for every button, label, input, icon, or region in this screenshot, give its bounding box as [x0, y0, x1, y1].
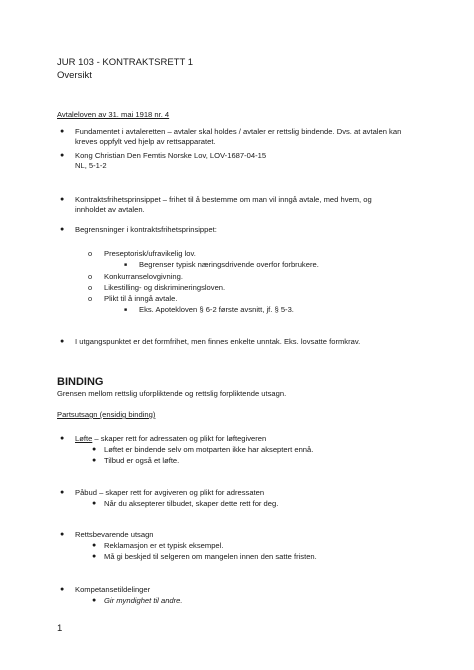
list-item-text: Kompetansetildelinger: [75, 585, 151, 594]
list-item-text: Kontraktsfrihetsprinsippet – frihet til å bestemme om man vil inngå avtale, med hvem, og: [75, 195, 372, 204]
term-loefte: Løfte: [75, 434, 93, 443]
bullet-icon: ●: [60, 226, 65, 233]
square-bullet-icon: ■: [124, 307, 128, 313]
bullet-icon: ●: [60, 435, 65, 442]
sub-item-text: Preseptorisk/ufravikelig lov.: [104, 249, 196, 258]
circle-bullet-icon: o: [88, 249, 93, 258]
bullet-icon: ●: [60, 196, 65, 203]
sub-item-text: Løftet er bindende selv om motparten ikke har akseptert ennå.: [104, 445, 314, 454]
bullet-icon: ●: [92, 542, 97, 549]
sub-item-text: Når du aksepterer tilbudet, skaper dette rett for deg.: [104, 499, 279, 508]
sub-sub-item-text: Begrenser typisk næringsdrivende overfor forbrukere.: [139, 260, 319, 269]
list-item-text: innholdet av avtalen.: [75, 205, 145, 214]
section-heading-binding: BINDING: [57, 376, 104, 388]
square-bullet-icon: ■: [124, 262, 128, 268]
list-item-text: I utgangspunktet er det formfrihet, men finnes enkelte unntak. Eks. lovsatte formkrav.: [75, 337, 361, 346]
list-item-text: Begrensninger i kontraktsfrihetsprinsippet:: [75, 225, 217, 234]
bullet-icon: ●: [60, 152, 65, 159]
bullet-icon: ●: [60, 489, 65, 496]
subheading-partsutsagn: Partsutsagn (ensidig binding): [57, 410, 156, 419]
list-item-text: Fundamentet i avtaleretten – avtaler skal holdes / avtaler er rettslig bindende. Dvs. at avtalen kan: [75, 127, 402, 136]
bullet-icon: ●: [60, 586, 65, 593]
circle-bullet-icon: o: [88, 294, 93, 303]
list-item-text: [75, 434, 266, 444]
page-subtitle: Oversikt: [57, 70, 92, 81]
bullet-icon: ●: [92, 553, 97, 560]
list-item-text: Kong Christian Den Femtis Norske Lov, LOV-1687-04-15: [75, 151, 267, 160]
sub-item-text: Plikt til å inngå avtale.: [104, 294, 178, 303]
section-heading-avtaleloven: Avtaleloven av 31. mai 1918 nr. 4: [57, 110, 170, 119]
list-item-text: Rettsbevarende utsagn: [75, 530, 154, 539]
bullet-icon: ●: [60, 128, 65, 135]
sub-item-text: Gir myndighet til andre.: [104, 596, 183, 605]
bullet-icon: ●: [92, 500, 97, 507]
circle-bullet-icon: o: [88, 272, 93, 281]
sub-item-text: Konkurranselovgivning.: [104, 272, 183, 281]
list-item-text: NL, 5-1-2: [75, 161, 107, 170]
bullet-icon: ●: [92, 457, 97, 464]
sub-sub-item-text: Eks. Apotekloven § 6-2 første avsnitt, jf. § 5-3.: [139, 305, 294, 314]
circle-bullet-icon: o: [88, 283, 93, 292]
bullet-icon: ●: [92, 597, 97, 604]
list-item-text: Påbud – skaper rett for avgiveren og plikt for adressaten: [75, 488, 265, 497]
page-number: 1: [57, 623, 63, 634]
sub-item-text: Reklamasjon er et typisk eksempel.: [104, 541, 224, 550]
sub-item-text: Tilbud er også et løfte.: [104, 456, 180, 465]
bullet-icon: ●: [60, 338, 65, 345]
course-title: JUR 103 - KONTRAKTSRETT 1: [57, 57, 194, 68]
list-item-text: kreves oppfylt ved hjelp av rettsapparatet.: [75, 137, 216, 146]
term-loefte-definition: – skaper rett for adressaten og plikt for løftegiveren: [92, 434, 267, 443]
bullet-icon: ●: [92, 446, 97, 453]
sub-item-text: Må gi beskjed til selgeren om mangelen innen den satte fristen.: [104, 552, 317, 561]
bullet-icon: ●: [60, 531, 65, 538]
sub-item-text: Likestilling- og diskrimineringsloven.: [104, 283, 226, 292]
section-intro: Grensen mellom rettslig uforpliktende og rettslig forpliktende utsagn.: [57, 389, 287, 398]
